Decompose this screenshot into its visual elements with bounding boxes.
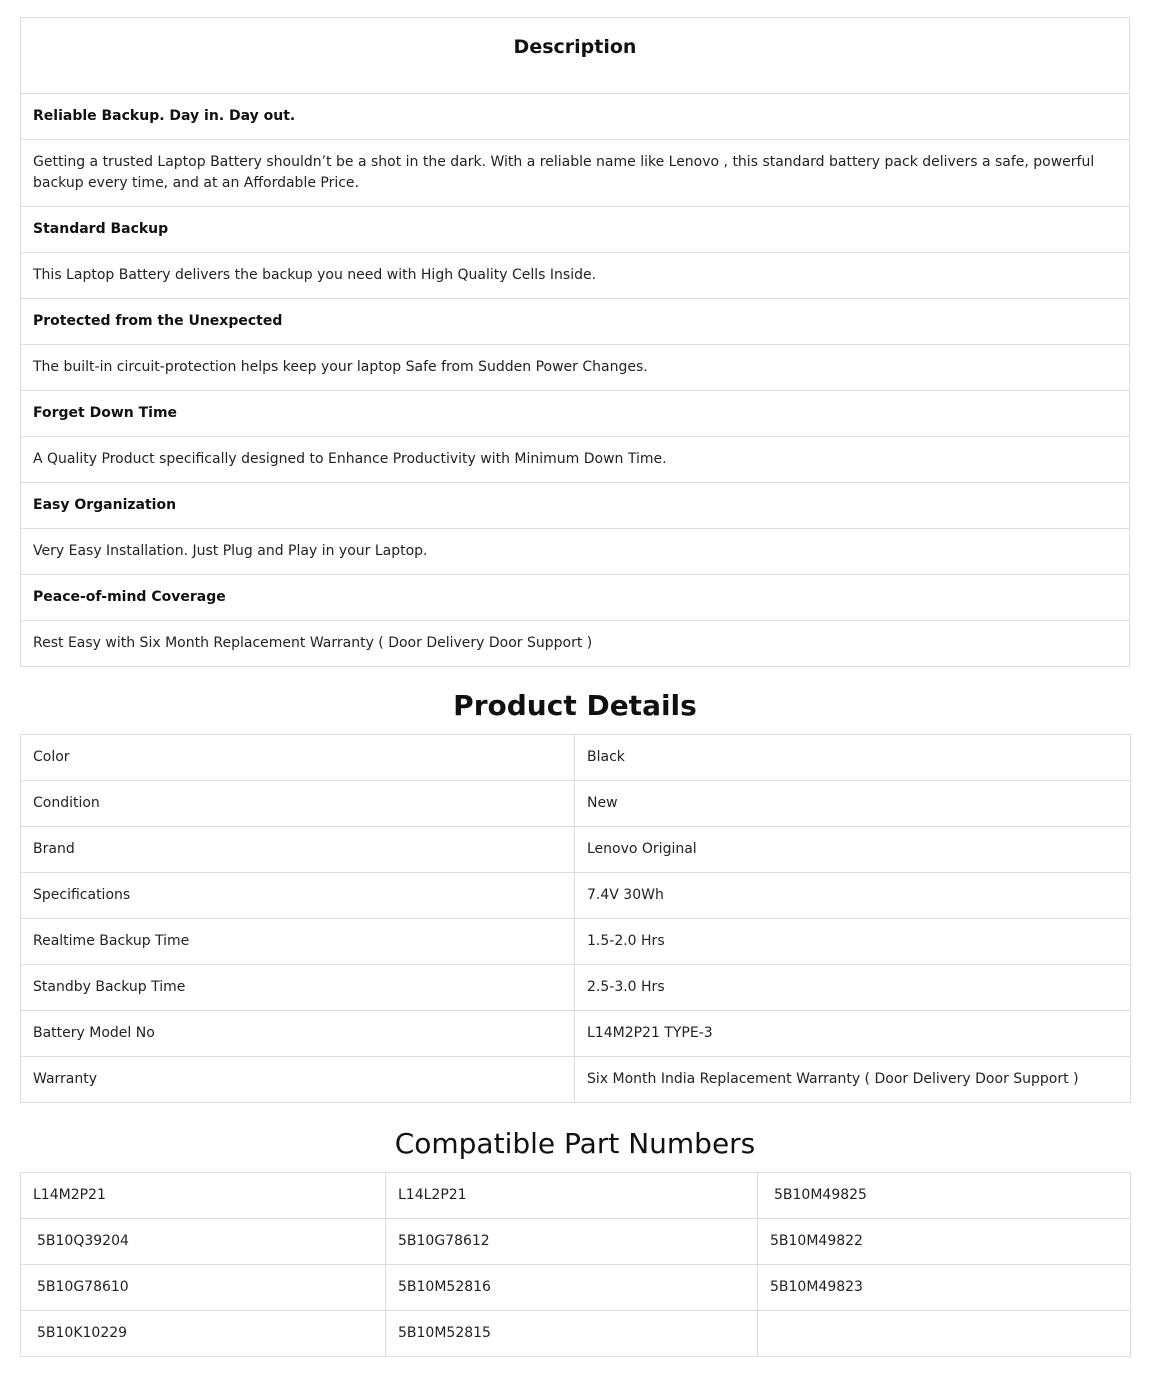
table-row — [21, 1311, 1131, 1357]
table-row — [21, 391, 1130, 437]
feature-title: Reliable Backup. Day in. Day out. — [21, 94, 1130, 140]
table-row — [21, 437, 1130, 483]
part-number-cell — [758, 1311, 1131, 1357]
table-row — [21, 1173, 1131, 1219]
detail-value: New — [575, 781, 1131, 827]
detail-label: Color — [21, 735, 575, 781]
table-row — [21, 621, 1130, 667]
feature-title: Easy Organization — [21, 483, 1130, 529]
table-row — [21, 1011, 1131, 1057]
feature-text: Rest Easy with Six Month Replacement Warranty ( Door Delivery Door Support ) — [21, 621, 1130, 667]
table-row — [21, 483, 1130, 529]
detail-label: Battery Model No — [21, 1011, 575, 1057]
table-row — [21, 207, 1130, 253]
detail-label: Condition — [21, 781, 575, 827]
part-number-cell: 5B10M49825 — [758, 1173, 1131, 1219]
description-table — [20, 17, 1130, 667]
feature-text: This Laptop Battery delivers the backup you need with High Quality Cells Inside. — [21, 253, 1130, 299]
table-row — [21, 1265, 1131, 1311]
table-row — [21, 575, 1130, 621]
detail-value: Lenovo Original — [575, 827, 1131, 873]
part-number-cell: 5B10M52815 — [386, 1311, 758, 1357]
product-details-table — [20, 734, 1131, 1103]
detail-value: 1.5-2.0 Hrs — [575, 919, 1131, 965]
feature-text: Getting a trusted Laptop Battery shouldn’t be a shot in the dark. With a reliable name like Lenovo , this standard battery pack delivers a safe, powerful backup every time, and at an Affordable Price. — [21, 140, 1130, 207]
product-details-heading: Product Details — [453, 689, 697, 722]
detail-label: Realtime Backup Time — [21, 919, 575, 965]
table-row — [21, 919, 1131, 965]
description-header-row — [21, 18, 1130, 94]
table-row — [21, 529, 1130, 575]
table-row — [21, 299, 1130, 345]
part-number-cell: 5B10K10229 — [21, 1311, 386, 1357]
feature-title: Protected from the Unexpected — [21, 299, 1130, 345]
feature-text: The built-in circuit-protection helps keep your laptop Safe from Sudden Power Changes. — [21, 345, 1130, 391]
table-row — [21, 827, 1131, 873]
part-number-cell: L14L2P21 — [386, 1173, 758, 1219]
part-number-cell: 5B10M49823 — [758, 1265, 1131, 1311]
detail-label: Brand — [21, 827, 575, 873]
table-row — [21, 873, 1131, 919]
part-number-cell: 5B10Q39204 — [21, 1219, 386, 1265]
part-number-cell: 5B10M52816 — [386, 1265, 758, 1311]
detail-value: Black — [575, 735, 1131, 781]
detail-value: 2.5-3.0 Hrs — [575, 965, 1131, 1011]
part-number-cell: 5B10M49822 — [758, 1219, 1131, 1265]
table-row — [21, 1219, 1131, 1265]
detail-value: 7.4V 30Wh — [575, 873, 1131, 919]
table-row — [21, 965, 1131, 1011]
feature-text: Very Easy Installation. Just Plug and Play in your Laptop. — [21, 529, 1130, 575]
part-number-cell: 5B10G78610 — [21, 1265, 386, 1311]
detail-value: Six Month India Replacement Warranty ( Door Delivery Door Support ) — [575, 1057, 1131, 1103]
feature-title: Standard Backup — [21, 207, 1130, 253]
table-row — [21, 253, 1130, 299]
table-row — [21, 345, 1130, 391]
compatible-parts-heading: Compatible Part Numbers — [394, 1127, 756, 1160]
feature-title: Peace-of-mind Coverage — [21, 575, 1130, 621]
detail-value: L14M2P21 TYPE-3 — [575, 1011, 1131, 1057]
table-row — [21, 781, 1131, 827]
feature-text: A Quality Product specifically designed to Enhance Productivity with Minimum Down Time. — [21, 437, 1130, 483]
detail-label: Warranty — [21, 1057, 575, 1103]
table-row — [21, 735, 1131, 781]
part-number-cell: L14M2P21 — [21, 1173, 386, 1219]
part-number-cell: 5B10G78612 — [386, 1219, 758, 1265]
table-row — [21, 1057, 1131, 1103]
feature-title: Forget Down Time — [21, 391, 1130, 437]
detail-label: Specifications — [21, 873, 575, 919]
compatible-parts-table — [20, 1172, 1131, 1357]
detail-label: Standby Backup Time — [21, 965, 575, 1011]
table-row — [21, 94, 1130, 140]
description-heading: Description — [21, 18, 1130, 94]
table-row — [21, 140, 1130, 207]
